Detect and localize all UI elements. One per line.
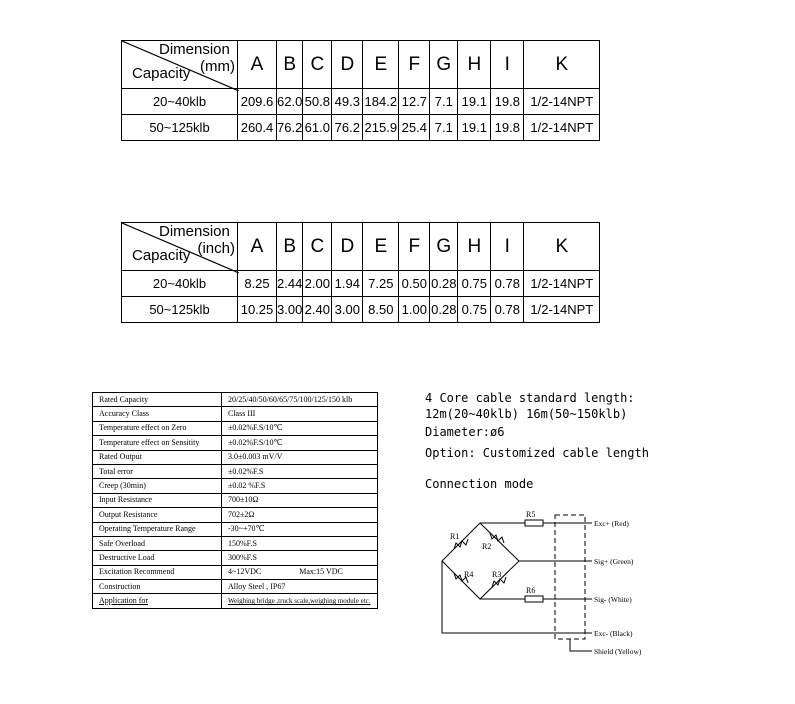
value-cell: 3.00: [332, 297, 363, 323]
spec-label: Application for: [93, 594, 222, 608]
cable-length-values: 12m(20~40klb) 16m(50~150klb): [425, 407, 628, 421]
spec-label: Destructive Load: [93, 551, 222, 565]
spec-row: [93, 493, 378, 507]
column-header: G: [430, 223, 458, 271]
spec-value: 150%F.S: [222, 536, 378, 550]
spec-row: [93, 407, 378, 421]
spec-label: Rated Output: [93, 450, 222, 464]
value-cell: 0.28: [430, 271, 458, 297]
unit-label: (mm): [200, 58, 235, 75]
value-cell: 19.8: [491, 115, 524, 141]
value-cell: 49.3: [332, 89, 363, 115]
column-header: B: [277, 41, 303, 89]
value-cell: 76.2: [332, 115, 363, 141]
spec-row: [93, 565, 378, 579]
spec-label: Excitation Recommend: [93, 565, 222, 579]
table-row: [122, 297, 600, 323]
spec-value: 20/25/40/50/60/65/75/100/125/150 klb: [222, 393, 378, 407]
column-header: I: [491, 223, 524, 271]
spec-row: [93, 393, 378, 407]
specification-table: [92, 392, 378, 609]
value-cell: 1/2-14NPT: [524, 297, 600, 323]
column-header: K: [524, 41, 600, 89]
wire-shield: Shield (Yellow): [594, 647, 642, 656]
spec-label: Construction: [93, 580, 222, 594]
value-cell: 61.0: [303, 115, 332, 141]
value-cell: 7.1: [430, 115, 458, 141]
capacity-label: Capacity: [132, 247, 191, 264]
spec-value: 300%F.S: [222, 551, 378, 565]
capacity-cell: 50~125klb: [122, 297, 238, 323]
unit-label: (inch): [197, 240, 235, 257]
spec-label: Total error: [93, 464, 222, 478]
value-cell: 50.8: [303, 89, 332, 115]
value-cell: 12.7: [399, 89, 430, 115]
column-header: A: [238, 41, 277, 89]
wire-sig-minus: Sig- (White): [594, 595, 632, 604]
value-cell: 215.9: [363, 115, 399, 141]
value-cell: 76.2: [277, 115, 303, 141]
spec-row: [93, 479, 378, 493]
column-header: A: [238, 223, 277, 271]
value-cell: 0.28: [430, 297, 458, 323]
column-header: H: [458, 223, 491, 271]
spec-value: ±0.02%F.S/10℃: [222, 421, 378, 435]
spec-label: Accuracy Class: [93, 407, 222, 421]
spec-label: Output Resistance: [93, 508, 222, 522]
column-header: B: [277, 223, 303, 271]
r5-label: R5: [526, 510, 536, 519]
value-cell: 7.25: [363, 271, 399, 297]
cable-length-title: 4 Core cable standard length:: [425, 391, 635, 405]
capacity-cell: 20~40klb: [122, 271, 238, 297]
dimension-label: Dimension: [159, 223, 230, 240]
spec-value: -30~+70℃: [222, 522, 378, 536]
dimension-table-mm: [121, 40, 600, 141]
spec-value: Weighing bridge ,truck scale,weighing module etc.: [222, 594, 378, 608]
column-header: E: [363, 41, 399, 89]
connection-mode-title: Connection mode: [425, 477, 534, 491]
spec-row: [93, 464, 378, 478]
capacity-label: Capacity: [132, 65, 191, 82]
column-header: I: [491, 41, 524, 89]
spec-value: ±0.02%F.S/10℃: [222, 436, 378, 450]
r1-label: R1: [450, 532, 460, 541]
column-header: D: [332, 223, 363, 271]
spec-label: Temperature effect on Zero: [93, 421, 222, 435]
column-header: F: [399, 223, 430, 271]
spec-label: Creep (30min): [93, 479, 222, 493]
value-cell: 184.2: [363, 89, 399, 115]
spec-value: 702±2Ω: [222, 508, 378, 522]
wheatstone-bridge-diagram: [430, 505, 660, 665]
spec-label: Operating Temperature Range: [93, 522, 222, 536]
table-row: [122, 115, 600, 141]
value-cell: 7.1: [430, 89, 458, 115]
column-header: F: [399, 41, 430, 89]
resistor-r6: [525, 596, 543, 602]
capacity-cell: 20~40klb: [122, 89, 238, 115]
r3-label: R3: [492, 570, 502, 579]
value-cell: 10.25: [238, 297, 277, 323]
r6-label: R6: [526, 586, 536, 595]
table-corner-cell: [122, 41, 238, 89]
excitation-max: Max:15 VDC: [299, 567, 343, 577]
dimension-table-inch: [121, 222, 600, 323]
wire-exc-plus: Exc+ (Red): [594, 519, 629, 528]
table-row: [122, 89, 600, 115]
value-cell: 8.50: [363, 297, 399, 323]
value-cell: 0.78: [491, 271, 524, 297]
spec-label: Rated Capacity: [93, 393, 222, 407]
column-header: G: [430, 41, 458, 89]
column-header: C: [303, 223, 332, 271]
spec-row: [93, 580, 378, 594]
cable-option: Option: Customized cable length: [425, 446, 649, 460]
spec-row: [93, 522, 378, 536]
spec-row: [93, 450, 378, 464]
spec-value: ±0.02%F.S: [222, 464, 378, 478]
excitation-range: 4~12VDC: [228, 567, 262, 577]
value-cell: 2.44: [277, 271, 303, 297]
spec-label: Input Resistance: [93, 493, 222, 507]
capacity-cell: 50~125klb: [122, 115, 238, 141]
wire-sig-plus: Sig+ (Green): [594, 557, 634, 566]
value-cell: 2.40: [303, 297, 332, 323]
spec-row: [93, 436, 378, 450]
value-cell: 1/2-14NPT: [524, 89, 600, 115]
spec-row: [93, 421, 378, 435]
value-cell: 8.25: [238, 271, 277, 297]
value-cell: 0.78: [491, 297, 524, 323]
value-cell: 62.0: [277, 89, 303, 115]
spec-row: [93, 594, 378, 608]
r4-label: R4: [464, 570, 474, 579]
cable-diameter: Diameter:ø6: [425, 425, 505, 439]
spec-value: 3.0±0.003 mV/V: [222, 450, 378, 464]
value-cell: 1/2-14NPT: [524, 115, 600, 141]
value-cell: 19.1: [458, 89, 491, 115]
spec-label: Temperature effect on Sensitity: [93, 436, 222, 450]
value-cell: 2.00: [303, 271, 332, 297]
column-header: H: [458, 41, 491, 89]
spec-value: ±0.02 %F.S: [222, 479, 378, 493]
value-cell: 0.75: [458, 271, 491, 297]
value-cell: 1.00: [399, 297, 430, 323]
value-cell: 19.8: [491, 89, 524, 115]
spec-row: [93, 551, 378, 565]
value-cell: 209.6: [238, 89, 277, 115]
r2-label: R2: [482, 542, 492, 551]
spec-row: [93, 536, 378, 550]
column-header: D: [332, 41, 363, 89]
table-row: [122, 271, 600, 297]
value-cell: 1.94: [332, 271, 363, 297]
spec-label: Safe Overload: [93, 536, 222, 550]
resistor-r5: [525, 520, 543, 526]
spec-value: Alloy Steel , IP67: [222, 580, 378, 594]
value-cell: 260.4: [238, 115, 277, 141]
column-header: K: [524, 223, 600, 271]
shield-box: [555, 515, 585, 639]
spec-value: 700±10Ω: [222, 493, 378, 507]
dimension-label: Dimension: [159, 41, 230, 58]
column-header: E: [363, 223, 399, 271]
value-cell: 25.4: [399, 115, 430, 141]
table-corner-cell: [122, 223, 238, 271]
spec-row: [93, 508, 378, 522]
value-cell: 19.1: [458, 115, 491, 141]
column-header: C: [303, 41, 332, 89]
value-cell: 0.75: [458, 297, 491, 323]
spec-value: Class III: [222, 407, 378, 421]
value-cell: 0.50: [399, 271, 430, 297]
spec-value-excitation: [222, 565, 378, 579]
value-cell: 3.00: [277, 297, 303, 323]
value-cell: 1/2-14NPT: [524, 271, 600, 297]
wire-exc-minus: Exc- (Black): [594, 629, 633, 638]
